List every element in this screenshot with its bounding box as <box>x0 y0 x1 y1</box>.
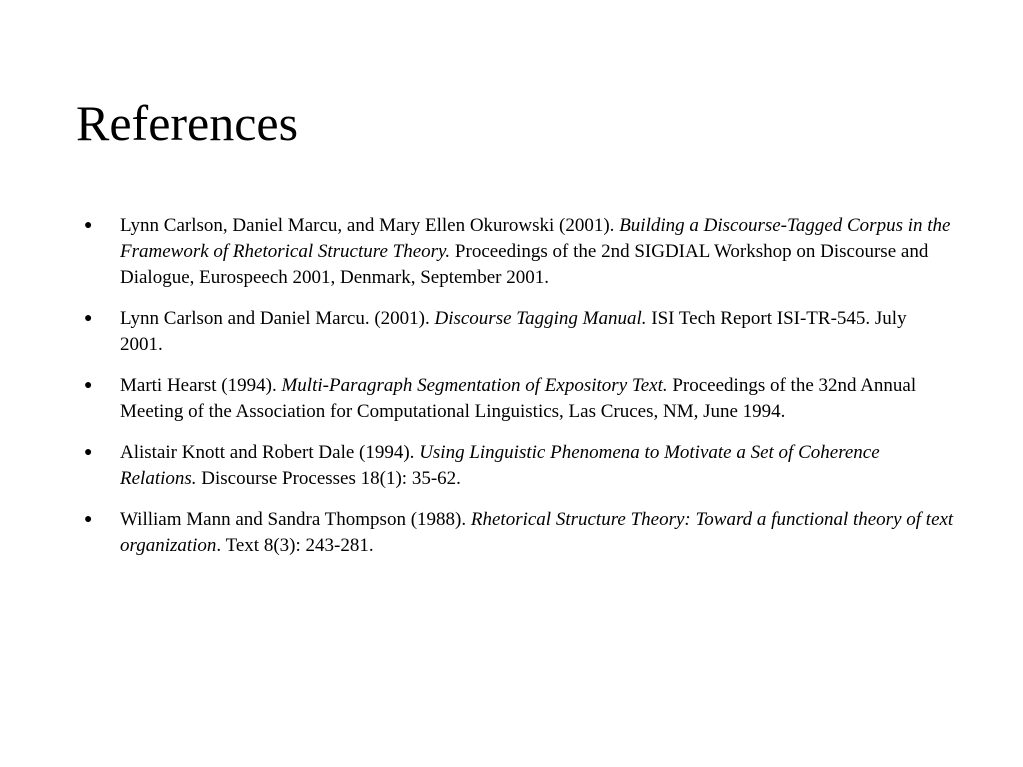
reference-venue: ISI Tech Report ISI-TR-545. July 2001. <box>120 308 907 355</box>
reference-authors-year: Lynn Carlson, Daniel Marcu, and Mary Ellen Okurowski (2001). <box>120 215 620 236</box>
reference-title: Building a Discourse-Tagged Corpus in the Framework of Rhetorical Structure Theory. <box>120 215 951 262</box>
bullet-icon: ● <box>84 445 93 460</box>
reference-title: Discourse Tagging Manual. <box>434 308 647 329</box>
reference-item <box>84 373 954 425</box>
reference-title: Using Linguistic Phenomena to Motivate a Set of Coherence Relations. <box>120 442 880 489</box>
reference-title: Multi-Paragraph Segmentation of Expository Text. <box>281 375 668 396</box>
reference-authors-year: Lynn Carlson and Daniel Marcu. (2001). <box>120 308 435 329</box>
reference-venue: Proceedings of the 2nd SIGDIAL Workshop on Discourse and Dialogue, Eurospeech 2001, Denmark, September 2001. <box>120 241 929 288</box>
reference-authors-year: Alistair Knott and Robert Dale (1994). <box>120 442 420 463</box>
reference-item <box>84 440 954 492</box>
reference-venue: Discourse Processes 18(1): 35-62. <box>196 468 461 489</box>
bullet-icon: ● <box>84 512 93 527</box>
reference-item <box>84 213 954 291</box>
reference-item <box>84 507 954 559</box>
bullet-icon: ● <box>84 218 93 233</box>
reference-title: Rhetorical Structure Theory: Toward a functional theory of text organization <box>120 509 954 556</box>
reference-list <box>84 213 954 574</box>
reference-authors-year: William Mann and Sandra Thompson (1988). <box>120 509 471 530</box>
bullet-icon: ● <box>84 378 93 393</box>
bullet-icon: ● <box>84 311 93 326</box>
reference-item <box>84 306 954 358</box>
slide-title: References <box>76 95 299 151</box>
reference-venue: Proceedings of the 32nd Annual Meeting of the Association for Computational Linguistics, Las Cruces, NM, June 1994. <box>120 375 917 422</box>
reference-authors-year: Marti Hearst (1994). <box>120 375 282 396</box>
reference-venue: . Text 8(3): 243-281. <box>216 535 374 556</box>
